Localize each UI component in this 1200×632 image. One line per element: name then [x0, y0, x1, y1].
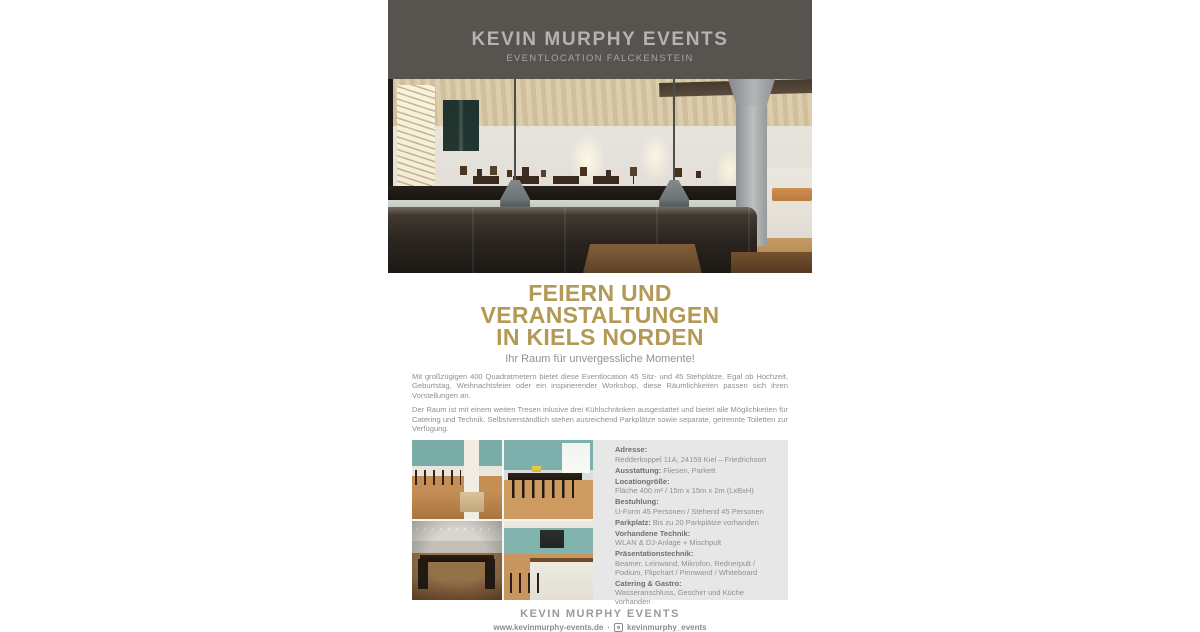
- instagram-handle-link[interactable]: kevinmurphy_events: [627, 623, 707, 632]
- pendant-lamp-right: [659, 79, 689, 273]
- separator-dot: ·: [607, 623, 611, 632]
- photo-left-edge: [388, 79, 393, 192]
- page-title: [412, 282, 788, 348]
- spec-value: U-Form 45 Personen / Stehend 45 Personen: [615, 506, 764, 516]
- tagline: Ihr Raum für unvergessliche Momente!: [505, 353, 695, 365]
- spec-parkplatz: [615, 518, 778, 527]
- website-link[interactable]: www.kevinmurphy-events.de: [493, 623, 604, 632]
- grid-photo-bar-counter: [504, 440, 594, 519]
- grid-photo-counter-chalkboard: [504, 521, 594, 600]
- spec-praesentationstechnik: [615, 549, 778, 577]
- intro-paragraph-2: Der Raum ist mit einem weiten Tresen inlusive drei Kühlschränken ausgestattet und bietet alle Möglichkeiten für Catering und Technik. Selbstverständlich stehen ausreichend Parkplätze sowie separate, getrennte Toiletten zur Verfügung.: [412, 405, 788, 434]
- spec-ausstattung: [615, 466, 778, 475]
- instagram-icon: [614, 623, 623, 632]
- spec-value: Redderkoppel 11A, 24159 Kiel – Friedrichsort: [615, 454, 767, 464]
- spec-label: Ausstattung:: [615, 465, 662, 475]
- grid-photo-bar-room: [412, 440, 502, 519]
- photo-window-strip: [397, 85, 435, 188]
- spec-value: WLAN & DJ-Anlage + Mischpult: [615, 538, 722, 548]
- grid-photo-u-form-tables: [412, 521, 502, 600]
- spec-bestuhlung: [615, 497, 778, 515]
- photo-brick-nook: [765, 168, 812, 242]
- hero-photo-interior: [388, 79, 812, 273]
- spec-label: Präsentationstechnik:: [615, 549, 694, 559]
- location-info-card: [412, 440, 788, 607]
- flyer-footer: [388, 608, 812, 632]
- event-flyer-page: [388, 0, 812, 632]
- photo-tree-picture: [443, 100, 479, 150]
- spec-label: Locationgröße:: [615, 477, 670, 487]
- spec-adresse: [615, 445, 778, 463]
- flyer-header: [388, 0, 812, 79]
- spec-value: Wasseranschluss, Geschirr und Küche vorhanden: [615, 588, 744, 607]
- pendant-lamp-left: [500, 79, 530, 273]
- spec-catering-gastro: [615, 579, 778, 607]
- spec-vorhandene-technik: [615, 529, 778, 547]
- spec-label: Vorhandene Technik:: [615, 529, 691, 539]
- photo-front-table-right: [731, 252, 812, 273]
- spec-label: Parkplatz:: [615, 517, 651, 527]
- intro-paragraph-1: Mit großzügigen 400 Quadratmetern bietet diese Eventlocation 45 Sitz- und 45 Stehplätze. Egal ob Hochzeit, Geburtstag, Weihnachtsfeier oder ein inspirierender Workshop, diese Räumlichkeiten passen sich ihren Vorstellungen an.: [412, 372, 788, 400]
- photo-counter-band: [388, 186, 753, 202]
- spec-value: Fläche 400 m² / 15m x 15m x 2m (LxBxH): [615, 486, 754, 496]
- spec-label: Adresse:: [615, 445, 648, 455]
- footer-brand: KEVIN MURPHY EVENTS: [520, 608, 680, 621]
- flyer-content: [388, 280, 812, 607]
- spec-value: Fliesen, Parkett: [663, 465, 716, 475]
- spec-value: Beamer, Leinwand, Mikrofon, Rednerpult / Podium, Flipchart / Pinnwand / Whiteboard: [615, 558, 758, 577]
- brand-title: KEVIN MURPHY EVENTS: [471, 29, 729, 50]
- brand-subtitle: EVENTLOCATION FALCKENSTEIN: [506, 53, 694, 64]
- photo-orange-cushion: [772, 188, 812, 202]
- photo-grid: [412, 440, 593, 600]
- photo-leather-bench: [388, 207, 757, 273]
- page-title-line1: FEIERN UND VERANSTALTUNGEN: [480, 280, 720, 328]
- spec-label: Bestuhlung:: [615, 497, 659, 507]
- footer-contact-line: [388, 623, 812, 632]
- page-title-line2: IN KIELS NORDEN: [496, 324, 704, 350]
- spec-locationgroesse: [615, 477, 778, 495]
- spec-label: Catering & Gastro:: [615, 579, 682, 589]
- location-specs: [593, 440, 788, 607]
- photo-tabletops: [473, 176, 634, 184]
- photo-chairs-silhouettes: [460, 166, 467, 175]
- spec-value: Bis zu 20 Parkplätze vorhanden: [652, 517, 759, 527]
